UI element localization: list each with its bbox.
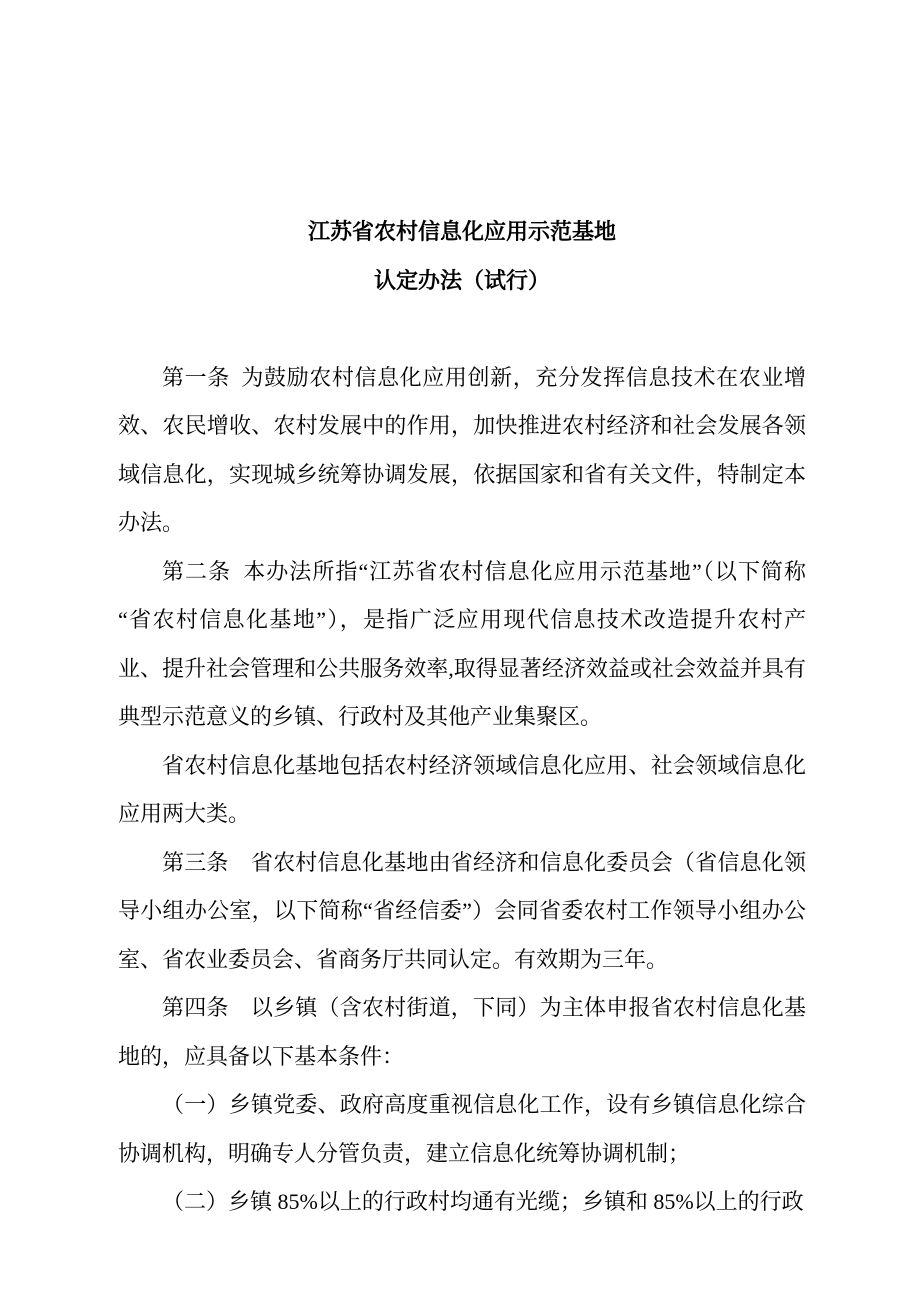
paragraph-article-1: 第一条 为鼓励农村信息化应用创新，充分发挥信息技术在农业增效、农民增收、农村发展中的作用，加快推进农村经济和社会发展各领域信息化，实现城乡统筹协调发展，依据国家和省有关文件，特制定本办法。 (118, 364, 806, 535)
document-title: 江苏省农村信息化应用示范基地 (307, 219, 616, 244)
paragraph-item-1: （一）乡镇党委、政府高度重视信息化工作，设有乡镇信息化综合协调机构，明确专人分管负责，建立信息化统筹协调机制； (118, 1092, 806, 1166)
paragraph-item-2: （二）乡镇 85%以上的行政村均通有光缆；乡镇和 85%以上的行政 (162, 1189, 804, 1214)
paragraph-article-2-continuation: 省农村信息化基地包括农村经济领域信息化应用、社会领域信息化应用两大类。 (118, 752, 806, 826)
paragraph-article-3: 第三条 省农村信息化基地由省经济和信息化委员会（省信息化领导小组办公室，以下简称“省经信委”）会同省委农村工作领导小组办公室、省农业委员会、省商务厅共同认定。有效期为三年。 (118, 849, 806, 972)
paragraph-article-4: 第四条 以乡镇（含农村街道，下同）为主体申报省农村信息化基地的，应具备以下基本条件： (118, 995, 806, 1069)
document-subtitle: 认定办法（试行） (373, 267, 550, 293)
paragraph-article-2: 第二条 本办法所指“江苏省农村信息化应用示范基地”（以下简称“省农村信息化基地”），是指广泛应用现代信息技术改造提升农村产业、提升社会管理和公共服务效率,取得显著经济效益或社会效益并具有典型示范意义的乡镇、行政村及其他产业集聚区。 (118, 558, 806, 729)
